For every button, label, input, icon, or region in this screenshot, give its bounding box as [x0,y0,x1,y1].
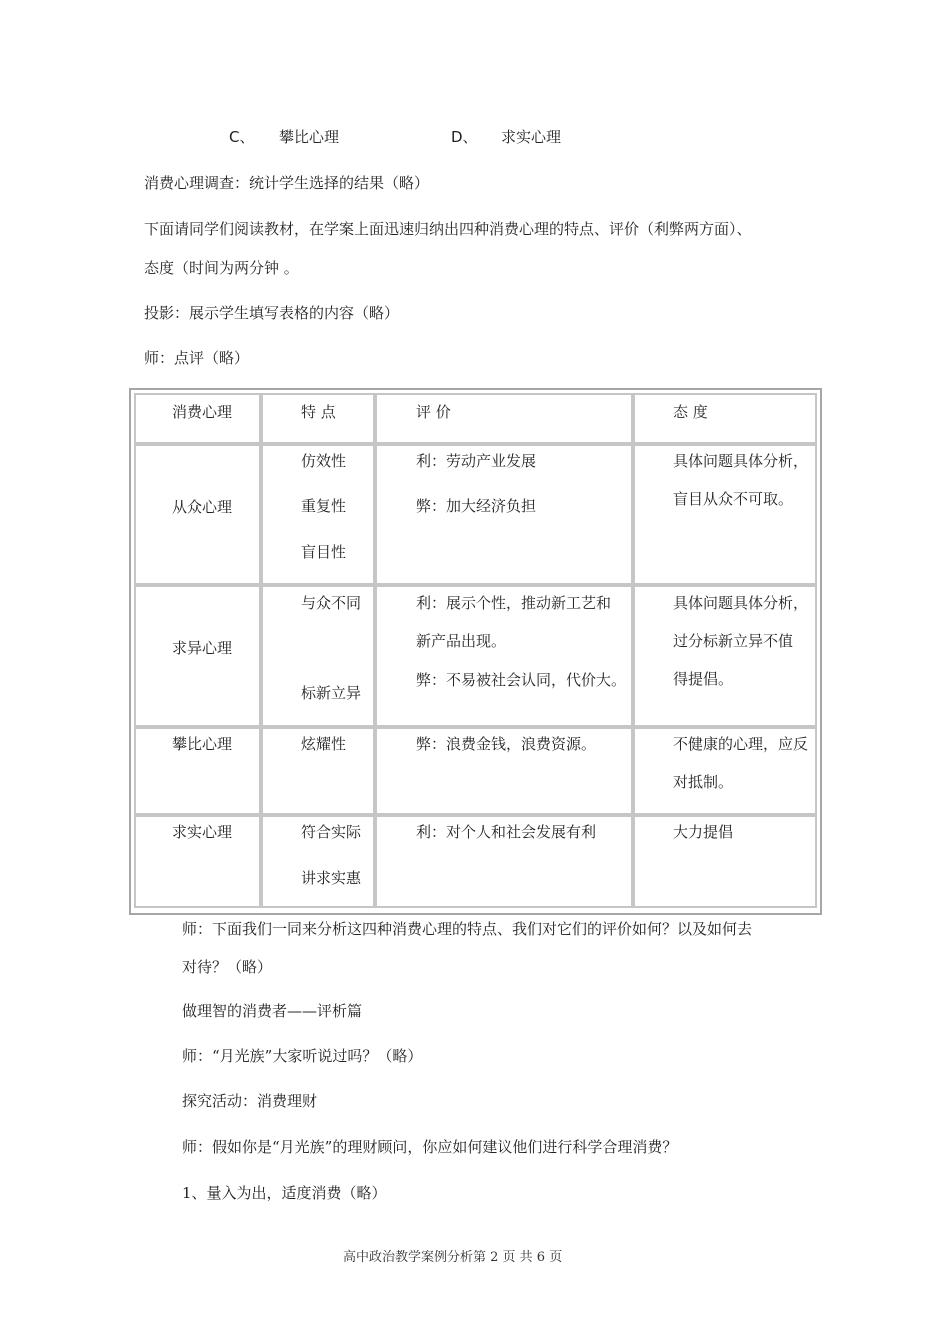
option-c-letter: C、 [229,128,255,146]
projection-paragraph: 投影：展示学生填写表格的内容（略） [144,304,400,322]
analysis-line-2: 对待？（略） [182,958,273,976]
header-attitude: 态 度 [673,403,708,421]
row-4-attitude-1: 大力提倡 [673,823,734,841]
row-4-name: 求实心理 [172,823,233,841]
header-traits: 特 点 [301,403,336,421]
row-2-attitude-3: 得提倡。 [673,670,734,688]
row-4-attitude-cell [633,815,817,908]
row-3-eval-1: 弊：浪费金钱，浪费资源。 [416,735,597,753]
row-3-evaluation-cell [375,727,633,815]
header-evaluation: 评 价 [416,403,451,421]
row-2-attitude-1: 具体问题具体分析， [673,594,809,612]
row-2-eval-1: 利：展示个性，推动新工艺和 [416,594,612,612]
row-2-name: 求异心理 [172,639,233,657]
header-cell-psychology [134,393,261,444]
row-1-attitude-cell [633,444,817,585]
row-3-attitude-2: 对抵制。 [673,773,734,791]
header-cell-attitude [633,393,817,444]
row-4-name-cell [134,815,261,908]
option-d-text: 求实心理 [501,128,562,146]
row-1-eval-1: 利：劳动产业发展 [416,452,537,470]
row-2-traits-cell [261,585,375,727]
row-1-trait-3: 盲目性 [301,543,347,561]
row-2-trait-2: 标新立异 [301,684,362,702]
row-4-traits-cell [261,815,375,908]
row-2-eval-3: 弊：不易被社会认同，代价大。 [416,671,627,689]
row-1-eval-2: 弊：加大经济负担 [416,497,537,515]
row-2-attitude-cell [633,585,817,727]
row-4-evaluation-cell [375,815,633,908]
row-1-name: 从众心理 [172,498,233,516]
row-2-trait-1: 与众不同 [301,594,362,612]
row-1-evaluation-cell [375,444,633,585]
row-3-trait-1: 炫耀性 [301,735,347,753]
header-psychology: 消费心理 [172,403,233,421]
point-1: 1、量入为出，适度消费（略） [182,1184,387,1202]
moonlight-question: 师：“月光族”大家听说过吗？（略） [182,1047,423,1065]
instruction-line-2: 态度（时间为两分钟 。 [144,259,299,277]
instruction-line-1: 下面请同学们阅读教材，在学案上面迅速归纳出四种消费心理的特点、评价（利弊两方面）、 [144,220,752,238]
task-paragraph: 师：假如你是“月光族”的理财顾问，你应如何建议他们进行科学合理消费？ [182,1138,678,1156]
row-3-traits-cell [261,727,375,815]
row-2-name-cell [134,585,261,727]
analysis-line-1: 师：下面我们一同来分析这四种消费心理的特点、我们对它们的评价如何？以及如何去 [182,920,753,938]
activity-heading: 探究活动：消费理财 [182,1092,318,1110]
row-1-attitude-2: 盲目从众不可取。 [673,490,794,508]
row-3-attitude-cell [633,727,817,815]
row-1-trait-2: 重复性 [301,497,347,515]
row-3-name: 攀比心理 [172,735,233,753]
survey-paragraph: 消费心理调查：统计学生选择的结果（略） [144,174,430,192]
section-title: 做理智的消费者——评析篇 [182,1002,363,1020]
row-2-attitude-2: 过分标新立异不值 [673,632,794,650]
row-4-trait-2: 讲求实惠 [301,869,362,887]
header-cell-traits [261,393,375,444]
row-1-attitude-1: 具体问题具体分析， [673,452,809,470]
consumer-psychology-table [129,388,822,915]
row-1-trait-1: 仿效性 [301,452,347,470]
row-4-eval-1: 利：对个人和社会发展有利 [416,823,597,841]
page-footer: 高中政治教学案例分析第 2 页 共 6 页 [343,1250,563,1265]
row-2-eval-2: 新产品出现。 [416,632,507,650]
option-d-letter: D、 [451,128,478,146]
row-1-traits-cell [261,444,375,585]
row-1-name-cell [134,444,261,585]
option-c-text: 攀比心理 [279,128,340,146]
header-cell-evaluation [375,393,633,444]
row-2-evaluation-cell [375,585,633,727]
teacher-comment: 师：点评（略） [144,349,250,367]
row-3-name-cell [134,727,261,815]
row-4-trait-1: 符合实际 [301,823,362,841]
row-3-attitude-1: 不健康的心理，应反 [673,735,809,753]
